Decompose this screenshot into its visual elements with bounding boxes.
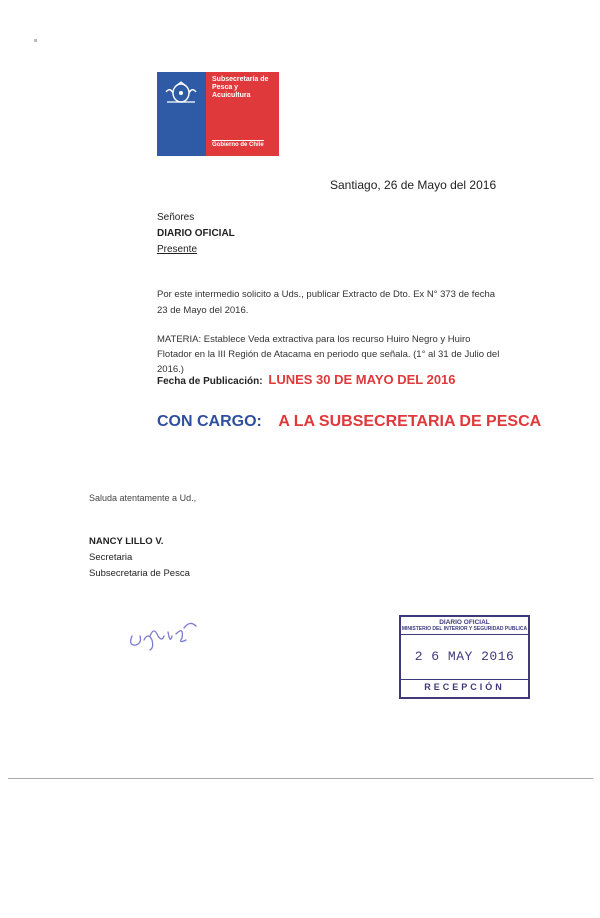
logo-title: Subsecretaría de Pesca y Acuicultura [212, 76, 269, 99]
cargo-label: CON CARGO: [157, 413, 262, 430]
logo-subtitle [212, 142, 264, 148]
reception-stamp [399, 615, 530, 699]
stamp-title: DIARIO OFICIAL [439, 619, 490, 626]
logo-subtitle-text: Gobierno de Chile [212, 142, 264, 148]
publication-value: LUNES 30 DE MAYO DEL 2016 [268, 372, 456, 387]
stamp-ministry: MINISTERIO DEL INTERIOR Y SEGURIDAD PUBLICA [401, 626, 528, 635]
body-request: Por este intermedio solicito a Uds., publicar Extracto de Dto. Ex N° 373 de fecha 23 de Mayo del 2016. [157, 289, 496, 316]
ministry-logo [157, 72, 279, 156]
closing-line: Saluda atentamente a Ud., [89, 493, 197, 503]
cargo-value: A LA SUBSECRETARIA DE PESCA [278, 413, 542, 430]
stamp-date: 2 6 MAY 2016 [414, 649, 515, 664]
body-materia: MATERIA: Establece Veda extractiva para los recurso Huiro Negro y Huiro Flotador en la III Región de Atacama en periodo que señala. (1° al 31 de Julio del 2016.) [157, 334, 500, 375]
signatory-org: Subsecretaria de Pesca [89, 568, 190, 579]
recipient-name: DIARIO OFICIAL [157, 228, 235, 239]
recipient-salutation: Señores [157, 212, 195, 223]
recipient-presente: Presente [157, 244, 198, 255]
signatory-name: NANCY LILLO V. [89, 536, 164, 547]
signatory-role: Secretaria [89, 552, 133, 563]
publication-date-row [157, 372, 456, 387]
scan-speck [34, 39, 37, 42]
chile-coat-of-arms-icon [163, 78, 199, 106]
page-divider [8, 778, 593, 779]
stamp-reception: RECEPCIÓN [401, 679, 528, 692]
letter-date: Santiago, 26 de Mayo del 2016 [330, 178, 497, 192]
publication-label: Fecha de Publicación: [157, 376, 263, 387]
handwritten-initials [124, 612, 208, 656]
cargo-row [157, 413, 541, 431]
